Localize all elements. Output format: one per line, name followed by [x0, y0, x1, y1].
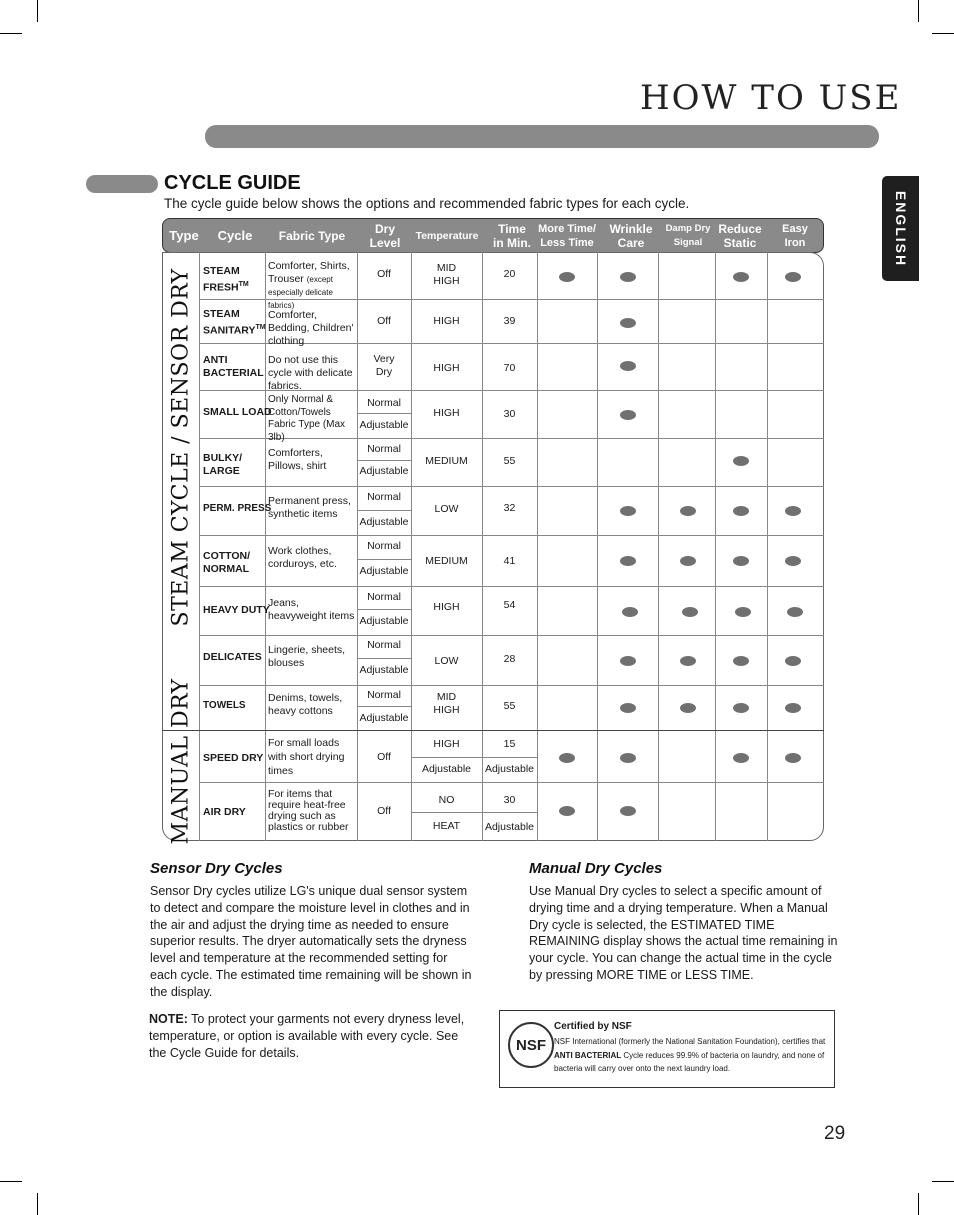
col-temperature: Temperature: [415, 229, 479, 242]
time-small-load: 30: [503, 408, 516, 420]
col-dry-level: [358, 219, 412, 252]
col-time-1: Time: [498, 221, 526, 236]
time-steam-fresh: 20: [503, 268, 516, 280]
cycle-text: ANTI: [203, 354, 228, 366]
dry-small-load-2: Adjustable: [359, 419, 409, 431]
option-dot: [559, 753, 575, 763]
col-type: Type: [169, 227, 199, 243]
sensor-dry-title: Sensor Dry Cycles: [150, 860, 283, 877]
option-dot: [620, 318, 636, 328]
sensor-dry-text: Sensor Dry cycles utilize LG's unique dual sensor system to detect and compare the moisture level in clothes and in the air and adjust the drying time as needed to ensure superior results. The dryer automatically sets the dryness level and temperature at the recommended setting for each cycle. The estimated time remaining will be shown in the display.: [150, 884, 472, 999]
crop-mark: [0, 1181, 22, 1182]
dry-heavy-duty-1: Normal: [367, 591, 401, 603]
option-dot: [680, 703, 696, 713]
crop-mark: [918, 0, 919, 22]
crop-mark: [932, 33, 954, 34]
cycle-towels: TOWELS: [203, 700, 246, 711]
temp-text: HIGH: [433, 275, 460, 287]
col-wrinkle-1: Wrinkle: [609, 221, 653, 236]
fabric-small: (except: [306, 275, 333, 284]
crop-mark: [0, 33, 22, 34]
crop-mark: [37, 1193, 38, 1215]
row-line: [199, 782, 824, 783]
fabric-cotton: Work clothes, corduroys, etc.: [268, 545, 337, 570]
option-dot: [785, 506, 801, 516]
nsf-text-b: Cycle reduces 99.9% of bacteria on laundry, and none of bacteria will carry over onto the next laundry load.: [554, 1050, 825, 1073]
fabric-bulky: Comforters, Pillows, shirt: [268, 447, 327, 472]
sub-line: [357, 559, 411, 560]
dry-heavy-duty-2: Adjustable: [359, 615, 409, 627]
cycle-cotton: [203, 550, 250, 576]
table-header: [162, 218, 824, 253]
dry-air-dry: Off: [377, 805, 391, 817]
col-line: [767, 252, 768, 841]
col-cycle: Cycle: [217, 227, 253, 243]
dry-bulky-2: Adjustable: [359, 465, 409, 477]
time-anti-bacterial: 70: [503, 362, 516, 374]
col-line: [658, 252, 659, 841]
time-delicates: 28: [503, 653, 516, 665]
col-line: [482, 252, 483, 841]
fabric-small: especially delicate fabrics): [268, 288, 333, 310]
temp-towels: [411, 691, 482, 717]
col-line: [265, 252, 266, 841]
cycle-text: FRESH: [203, 281, 239, 294]
row-line: [199, 635, 824, 636]
section-title: CYCLE GUIDE: [164, 172, 301, 194]
cycle-delicates: DELICATES: [203, 651, 262, 663]
nsf-logo-icon: NSF: [508, 1022, 554, 1068]
option-dot: [733, 753, 749, 763]
fabric-text: Comforter, Shirts, Trouser: [268, 260, 350, 285]
time-towels: 55: [503, 700, 516, 712]
option-dot: [787, 607, 803, 617]
temp-delicates: LOW: [434, 655, 459, 667]
option-dot: [785, 703, 801, 713]
nsf-text-bold: ANTI BACTERIAL: [554, 1050, 622, 1060]
col-more-time-2: Less Time: [540, 236, 594, 249]
fabric-anti-bacterial: Do not use this cycle with delicate fabrics.: [268, 354, 353, 392]
col-damp-2: Signal: [673, 236, 703, 248]
time-air-dry-2: Adjustable: [484, 821, 535, 833]
col-line: [199, 252, 200, 841]
nsf-text-a: NSF International (formerly the National Sanitation Foundation), certifies that: [554, 1037, 826, 1046]
cycle-text: STEAM: [203, 308, 240, 320]
option-dot: [733, 506, 749, 516]
cycle-steam-sanitary: [203, 308, 266, 338]
dry-bulky-1: Normal: [367, 443, 401, 455]
temp-air-dry-2: HEAT: [432, 820, 461, 832]
sub-line: [357, 460, 411, 461]
sub-line: [357, 658, 411, 659]
cycle-perm-press: PERM. PRESS: [203, 503, 272, 514]
option-dot: [785, 656, 801, 666]
option-dot: [680, 506, 696, 516]
cycle-heavy-duty: HEAVY DUTY: [203, 604, 270, 616]
cycle-small-load: SMALL LOAD: [203, 406, 272, 418]
sub-line: [357, 706, 411, 707]
cycle-text: BULKY/: [203, 452, 243, 464]
sub-line: [357, 609, 411, 610]
time-speed-dry-1: 15: [503, 738, 516, 750]
option-dot: [620, 656, 636, 666]
manual-dry-text: Use Manual Dry cycles to select a specific amount of drying time and a drying temperature. When a Manual Dry cycle is selected, the ESTIMATED TIME REMAINING display shows the actual time remaining in your cycle. You can change the actual time in the cycle by pressing MORE TIME or LESS TIME.: [529, 884, 838, 982]
fabric-air-dry: For items that require heat-free drying such as plastics or rubber: [268, 788, 349, 833]
cycle-text: COTTON/: [203, 550, 251, 562]
trademark: TM: [238, 281, 249, 288]
section-pill: [86, 175, 158, 193]
dry-cotton-1: Normal: [367, 540, 401, 552]
option-dot: [620, 361, 636, 371]
temp-anti-bacterial: HIGH: [433, 362, 460, 374]
col-damp-dry: [662, 219, 714, 252]
time-speed-dry-2: Adjustable: [484, 763, 535, 775]
dry-small-load-1: Normal: [367, 397, 401, 409]
temp-small-load: HIGH: [433, 407, 460, 419]
row-line: [199, 535, 824, 536]
dry-towels-2: Adjustable: [359, 712, 409, 724]
option-dot: [620, 556, 636, 566]
temp-speed-dry-1: HIGH: [433, 738, 460, 750]
crop-mark: [918, 1193, 919, 1215]
section-intro: The cycle guide below shows the options and recommended fabric types for each cycle.: [164, 196, 690, 211]
crop-mark: [932, 1181, 954, 1182]
col-line: [411, 252, 412, 841]
col-wrinkle-2: Care: [617, 235, 645, 250]
cycle-bulky: [203, 452, 242, 478]
temp-bulky: MEDIUM: [425, 455, 468, 467]
col-line: [537, 252, 538, 841]
temp-heavy-duty: HIGH: [433, 601, 460, 613]
option-dot: [733, 456, 749, 466]
temp-text: HIGH: [433, 704, 460, 716]
nsf-text: [554, 1035, 834, 1076]
option-dot: [733, 556, 749, 566]
dry-perm-press-1: Normal: [367, 491, 401, 503]
sub-line: [411, 812, 537, 813]
option-dot: [620, 410, 636, 420]
option-dot: [733, 272, 749, 282]
fabric-heavy-duty: Jeans, heavyweight items: [268, 597, 355, 622]
fabric-steam-fresh: [268, 260, 358, 312]
option-dot: [559, 806, 575, 816]
time-heavy-duty: 54: [503, 599, 516, 611]
col-more-time: [537, 219, 597, 252]
page-title: HOW TO USE: [640, 78, 902, 118]
cycle-air-dry: AIR DRY: [203, 806, 246, 818]
dry-delicates-1: Normal: [367, 639, 401, 651]
col-dry-level-1: Dry: [374, 221, 395, 236]
note-label: NOTE:: [149, 1012, 188, 1026]
col-damp-1: Damp Dry: [665, 222, 711, 234]
time-air-dry-1: 30: [503, 794, 516, 806]
sub-line: [357, 510, 411, 511]
cycle-steam-fresh: [203, 265, 249, 295]
language-tab-label: ENGLISH: [892, 190, 909, 267]
dry-delicates-2: Adjustable: [359, 664, 409, 676]
option-dot: [559, 272, 575, 282]
row-line: [162, 730, 824, 731]
language-tab: [882, 176, 919, 281]
dry-towels-1: Normal: [367, 689, 401, 701]
col-reduce-2: Static: [723, 235, 757, 250]
nsf-certification-box: [499, 1010, 835, 1088]
temp-speed-dry-2: Adjustable: [421, 763, 472, 775]
time-bulky: 55: [503, 455, 516, 467]
col-time-2: in Min.: [493, 235, 531, 250]
option-dot: [785, 556, 801, 566]
nsf-title: Certified by NSF: [554, 1021, 632, 1032]
option-dot: [620, 806, 636, 816]
option-dot: [682, 607, 698, 617]
dry-steam-sanitary: Off: [377, 315, 391, 327]
option-dot: [680, 556, 696, 566]
col-easy-iron: [766, 219, 824, 252]
manual-dry-title: Manual Dry Cycles: [529, 860, 663, 877]
cycle-text: NORMAL: [203, 563, 250, 575]
option-dot: [733, 656, 749, 666]
cycle-text: LARGE: [203, 465, 240, 477]
col-easy-2: Iron: [784, 236, 806, 249]
col-reduce-static: [714, 219, 766, 252]
fabric-steam-sanitary: Comforter, Bedding, Children' clothing: [268, 309, 354, 347]
cycle-speed-dry: SPEED DRY: [203, 752, 264, 764]
temp-steam-fresh: [411, 262, 482, 288]
time-steam-sanitary: 39: [503, 315, 516, 327]
header-bar: [205, 125, 879, 148]
temp-text: MID: [436, 691, 457, 703]
trademark: TM: [255, 324, 266, 331]
temp-air-dry-1: NO: [438, 794, 455, 806]
fabric-small-load: Only Normal & Cotton/Towels Fabric Type (Max 3lb): [268, 394, 346, 443]
dry-text: Dry: [375, 366, 393, 378]
row-line: [199, 486, 824, 487]
fabric-speed-dry: For small loads with short drying times: [268, 737, 345, 777]
option-dot: [785, 272, 801, 282]
col-line: [597, 252, 598, 841]
col-dry-level-2: Level: [369, 235, 401, 250]
group-sensor-label: STEAM CYCLE / SENSOR DRY: [168, 268, 194, 627]
option-dot: [785, 753, 801, 763]
col-reduce-1: Reduce: [718, 221, 762, 236]
option-dot: [620, 703, 636, 713]
dry-anti-bacterial: [357, 353, 411, 379]
dry-cotton-2: Adjustable: [359, 565, 409, 577]
temp-cotton: MEDIUM: [425, 555, 468, 567]
option-dot: [622, 607, 638, 617]
col-wrinkle-care: [599, 219, 663, 252]
option-dot: [680, 656, 696, 666]
cycle-text: STEAM: [203, 265, 240, 277]
col-time: [486, 219, 538, 252]
option-dot: [733, 703, 749, 713]
crop-mark: [37, 0, 38, 22]
dry-text: Very: [373, 353, 395, 365]
col-more-time-1: More Time/: [538, 222, 596, 235]
time-perm-press: 32: [503, 502, 516, 514]
fabric-towels: Denims, towels, heavy cottons: [268, 692, 343, 717]
col-easy-1: Easy: [782, 222, 808, 235]
row-line: [199, 685, 824, 686]
page-number: 29: [824, 1123, 846, 1144]
dry-steam-fresh: Off: [377, 268, 391, 280]
option-dot: [735, 607, 751, 617]
dry-speed-dry: Off: [377, 751, 391, 763]
col-line: [715, 252, 716, 841]
cycle-text: BACTERIAL: [203, 367, 264, 379]
col-fabric: Fabric Type: [278, 228, 346, 243]
sub-line: [357, 413, 411, 414]
cycle-anti-bacterial: [203, 354, 264, 380]
temp-text: MID: [436, 262, 457, 274]
row-line: [199, 586, 824, 587]
group-manual-label: MANUAL DRY: [168, 678, 194, 845]
option-dot: [620, 753, 636, 763]
fabric-delicates: Lingerie, sheets, blouses: [268, 644, 346, 669]
option-dot: [620, 506, 636, 516]
dry-perm-press-2: Adjustable: [359, 516, 409, 528]
cycle-text: SANITARY: [203, 324, 256, 337]
time-cotton: 41: [503, 555, 516, 567]
temp-steam-sanitary: HIGH: [433, 315, 460, 327]
fabric-perm-press: Permanent press, synthetic items: [268, 495, 351, 520]
sensor-dry-note: [149, 1011, 479, 1061]
sub-line: [411, 757, 537, 758]
option-dot: [620, 272, 636, 282]
note-text: To protect your garments not every dryness level, temperature, or option is available with every cycle. See the Cycle Guide for details.: [149, 1012, 465, 1060]
temp-perm-press: LOW: [434, 503, 459, 515]
